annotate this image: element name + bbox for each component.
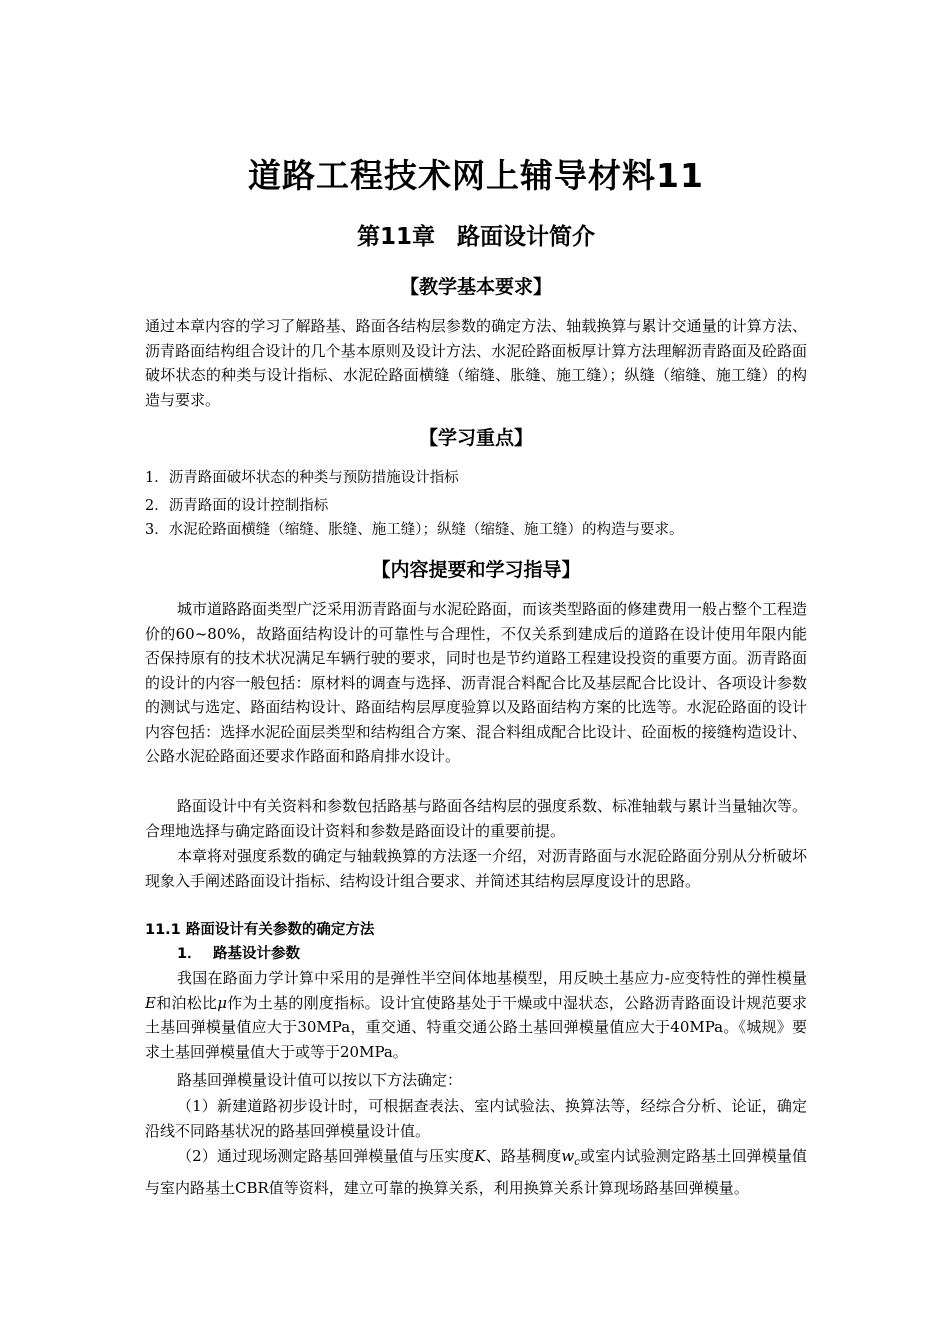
symbol-K: K: [474, 1147, 486, 1165]
guide-paragraph-1: 城市道路路面类型广泛采用沥青路面与水泥砼路面，而该类型路面的修建费用一般占整个工程造价的60~80%，故路面结构设计的可靠性与合理性，不仅关系到建成后的道路在设计使用年限内能否保持原有的技术状况满足车辆行驶的要求，同时也是节约道路工程建设投资的重要方面。沥青路面的设计的内容一般包括：原材料的调查与选择、沥青混合料配合比及基层配合比设计、各项设计参数的测试与选定、路面结构设计、路面结构层厚度验算以及路面结构方案的比选等。水泥砼路面的设计内容包括：选择水泥砼面层类型和结构组合方案、混合料组成配合比设计、砼面板的接缝构造设计、公路水泥砼路面还要求作路面和路肩排水设计。: [145, 600, 808, 765]
symbol-w: w: [561, 1147, 575, 1165]
symbol-mu: μ: [217, 993, 228, 1012]
requirements-heading: 【教学基本要求】: [399, 276, 552, 298]
focus-item-3: 3．水泥砼路面横缝（缩缝、胀缝、施工缝）；纵缝（缩缝、施工缝）的构造与要求。: [145, 522, 684, 538]
subgrade-paragraph-4: （2）通过现场测定路基回弹模量值与压实度K、路基稠度$w_c$或室内试验测定路基土回弹模量值与室内路基土CBR值等资料，建立可靠的换算关系，利用换算关系计算现场路基回弹模量。: [145, 1147, 807, 1197]
requirements-text: 通过本章内容的学习了解路基、路面各结构层参数的确定方法、轴载换算与累计交通量的计算方法、沥青路面结构组合设计的几个基本原则及设计方法、水泥砼路面板厚计算方法理解沥青路面及砼路面破坏状态的种类与设计指标、水泥砼路面横缝（缩缝、胀缝、施工缝）；纵缝（缩缝、施工缝）的构造与要求。: [145, 317, 807, 409]
subsection-1-title: 路基设计参数: [213, 946, 300, 962]
guide-heading: 【内容提要和学习指导】: [371, 559, 581, 581]
subgrade-paragraph-1: 我国在路面力学计算中采用的是弹性半空间体地基模型，用反映土基应力-应变特性的弹性模量E和泊松比μ作为土基的刚度指标。设计宜使路基处于干燥或中湿状态，公路沥青路面设计规范要求土基回弹模量值应大于30MPa，重交通、特重交通公路土基回弹模量值应大于40MPa。《城规》要求土基回弹模量值大于或等于20MPa。: [145, 969, 807, 1061]
guide-paragraph-2: 路面设计中有关资料和参数包括路基与路面各结构层的强度系数、标准轴载与累计当量轴次等。合理地选择与确定路面设计资料和参数是路面设计的重要前提。: [145, 797, 808, 840]
chapter-title: 路面设计简介: [457, 224, 595, 250]
chapter-number: 第11章: [356, 224, 435, 250]
focus-heading: 【学习重点】: [418, 427, 533, 449]
focus-item-1: 1．沥青路面破坏状态的种类与预防措施设计指标: [145, 470, 459, 486]
guide-paragraph-3: 本章将对强度系数的确定与轴载换算的方法逐一介绍，对沥青路面与水泥砼路面分别从分析破坏现象入手阐述路面设计指标、结构设计组合要求、并简述其结构层厚度设计的思路。: [145, 847, 808, 890]
focus-item-2: 2．沥青路面的设计控制指标: [145, 498, 329, 514]
subsection-1-heading: [177, 942, 807, 966]
subgrade-paragraph-3: （1）新建道路初步设计时，可根据查表法、室内试验法、换算法等，经综合分析、论证，确定沿线不同路基状况的路基回弹模量设计值。: [145, 1097, 807, 1140]
chapter-heading: [145, 219, 807, 255]
section-11-1-heading: 11.1 路面设计有关参数的确定方法: [145, 922, 375, 938]
document-title: 道路工程技术网上辅导材料11: [248, 156, 704, 195]
subgrade-paragraph-2: 路基回弹模量设计值可以按以下方法确定：: [177, 1071, 463, 1089]
symbol-E: E: [145, 993, 156, 1012]
symbol-w-subscript: c: [574, 1157, 580, 1168]
subsection-1-number: 1．: [177, 946, 202, 962]
